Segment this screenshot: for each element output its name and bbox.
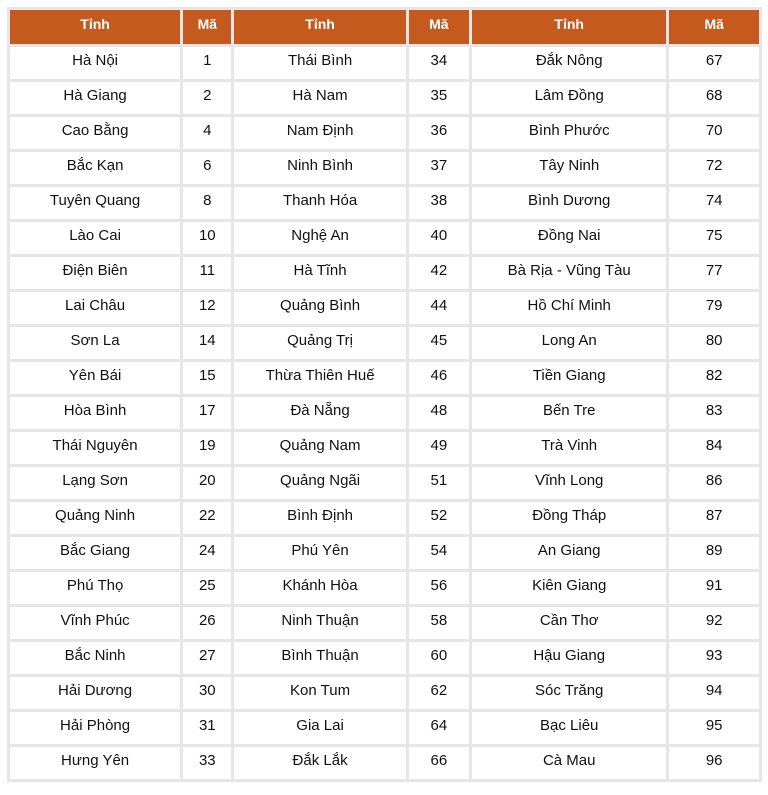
province-cell: Thái Bình (234, 47, 405, 79)
code-cell: 79 (669, 292, 759, 324)
code-cell: 75 (669, 222, 759, 254)
code-cell: 84 (669, 432, 759, 464)
table-row (10, 712, 759, 744)
table-row (10, 257, 759, 289)
code-cell: 92 (669, 607, 759, 639)
code-cell: 30 (183, 677, 231, 709)
table-row (10, 397, 759, 429)
header-province-2: Tỉnh (234, 10, 405, 44)
code-cell: 51 (409, 467, 469, 499)
code-cell: 74 (669, 187, 759, 219)
table-row (10, 327, 759, 359)
province-cell: Hưng Yên (10, 747, 180, 779)
code-cell: 6 (183, 152, 231, 184)
code-cell: 44 (409, 292, 469, 324)
province-cell: Điện Biên (10, 257, 180, 289)
province-cell: Gia Lai (234, 712, 405, 744)
province-cell: Sóc Trăng (472, 677, 666, 709)
code-cell: 80 (669, 327, 759, 359)
code-cell: 34 (409, 47, 469, 79)
code-cell: 68 (669, 82, 759, 114)
table-row (10, 117, 759, 149)
code-cell: 4 (183, 117, 231, 149)
code-cell: 12 (183, 292, 231, 324)
province-cell: Hà Nội (10, 47, 180, 79)
province-cell: Hà Giang (10, 82, 180, 114)
code-cell: 64 (409, 712, 469, 744)
province-cell: Sơn La (10, 327, 180, 359)
code-cell: 8 (183, 187, 231, 219)
province-cell: Nghệ An (234, 222, 405, 254)
table-row (10, 82, 759, 114)
province-cell: Bến Tre (472, 397, 666, 429)
code-cell: 1 (183, 47, 231, 79)
code-cell: 52 (409, 502, 469, 534)
code-cell: 26 (183, 607, 231, 639)
code-cell: 45 (409, 327, 469, 359)
table-row (10, 467, 759, 499)
code-cell: 33 (183, 747, 231, 779)
province-code-table-container (7, 7, 762, 782)
province-cell: Cà Mau (472, 747, 666, 779)
province-code-table (7, 7, 762, 782)
header-code-3: Mã (669, 10, 759, 44)
code-cell: 36 (409, 117, 469, 149)
province-cell: Phú Yên (234, 537, 405, 569)
code-cell: 82 (669, 362, 759, 394)
province-cell: An Giang (472, 537, 666, 569)
province-cell: Trà Vinh (472, 432, 666, 464)
header-code-2: Mã (409, 10, 469, 44)
code-cell: 96 (669, 747, 759, 779)
province-cell: Ninh Bình (234, 152, 405, 184)
code-cell: 38 (409, 187, 469, 219)
table-row (10, 292, 759, 324)
table-body (10, 47, 759, 779)
code-cell: 48 (409, 397, 469, 429)
province-cell: Bạc Liêu (472, 712, 666, 744)
code-cell: 89 (669, 537, 759, 569)
code-cell: 25 (183, 572, 231, 604)
code-cell: 95 (669, 712, 759, 744)
province-cell: Đắk Lắk (234, 747, 405, 779)
header-row (10, 10, 759, 44)
code-cell: 24 (183, 537, 231, 569)
province-cell: Bà Rịa - Vũng Tàu (472, 257, 666, 289)
province-cell: Lâm Đồng (472, 82, 666, 114)
province-cell: Lạng Sơn (10, 467, 180, 499)
code-cell: 35 (409, 82, 469, 114)
table-row (10, 362, 759, 394)
code-cell: 31 (183, 712, 231, 744)
province-cell: Tuyên Quang (10, 187, 180, 219)
province-cell: Hải Dương (10, 677, 180, 709)
province-cell: Bắc Kạn (10, 152, 180, 184)
table-row (10, 607, 759, 639)
table-row (10, 537, 759, 569)
code-cell: 86 (669, 467, 759, 499)
table-row (10, 432, 759, 464)
code-cell: 77 (669, 257, 759, 289)
code-cell: 37 (409, 152, 469, 184)
code-cell: 91 (669, 572, 759, 604)
province-cell: Bình Định (234, 502, 405, 534)
code-cell: 11 (183, 257, 231, 289)
province-cell: Hà Nam (234, 82, 405, 114)
province-cell: Lào Cai (10, 222, 180, 254)
province-cell: Bình Dương (472, 187, 666, 219)
province-cell: Đồng Tháp (472, 502, 666, 534)
province-cell: Hòa Bình (10, 397, 180, 429)
code-cell: 94 (669, 677, 759, 709)
province-cell: Phú Thọ (10, 572, 180, 604)
province-cell: Thanh Hóa (234, 187, 405, 219)
province-cell: Thái Nguyên (10, 432, 180, 464)
code-cell: 60 (409, 642, 469, 674)
table-row (10, 502, 759, 534)
province-cell: Quảng Nam (234, 432, 405, 464)
province-cell: Bình Thuận (234, 642, 405, 674)
province-cell: Bắc Ninh (10, 642, 180, 674)
province-cell: Bắc Giang (10, 537, 180, 569)
province-cell: Yên Bái (10, 362, 180, 394)
code-cell: 15 (183, 362, 231, 394)
code-cell: 66 (409, 747, 469, 779)
code-cell: 87 (669, 502, 759, 534)
code-cell: 20 (183, 467, 231, 499)
province-cell: Tây Ninh (472, 152, 666, 184)
table-row (10, 152, 759, 184)
code-cell: 70 (669, 117, 759, 149)
province-cell: Lai Châu (10, 292, 180, 324)
code-cell: 83 (669, 397, 759, 429)
province-cell: Hậu Giang (472, 642, 666, 674)
code-cell: 40 (409, 222, 469, 254)
province-cell: Long An (472, 327, 666, 359)
table-row (10, 572, 759, 604)
province-cell: Quảng Ninh (10, 502, 180, 534)
province-cell: Thừa Thiên Huế (234, 362, 405, 394)
table-row (10, 642, 759, 674)
code-cell: 10 (183, 222, 231, 254)
province-cell: Cao Bằng (10, 117, 180, 149)
code-cell: 14 (183, 327, 231, 359)
province-cell: Nam Định (234, 117, 405, 149)
table-row (10, 677, 759, 709)
code-cell: 62 (409, 677, 469, 709)
code-cell: 27 (183, 642, 231, 674)
code-cell: 19 (183, 432, 231, 464)
code-cell: 58 (409, 607, 469, 639)
province-cell: Vĩnh Phúc (10, 607, 180, 639)
province-cell: Đồng Nai (472, 222, 666, 254)
province-cell: Kon Tum (234, 677, 405, 709)
code-cell: 17 (183, 397, 231, 429)
table-row (10, 47, 759, 79)
table-row (10, 747, 759, 779)
table-row (10, 222, 759, 254)
header-province-3: Tỉnh (472, 10, 666, 44)
province-cell: Hồ Chí Minh (472, 292, 666, 324)
header-code-1: Mã (183, 10, 231, 44)
province-cell: Hà Tĩnh (234, 257, 405, 289)
province-cell: Đắk Nông (472, 47, 666, 79)
code-cell: 22 (183, 502, 231, 534)
code-cell: 46 (409, 362, 469, 394)
province-cell: Ninh Thuận (234, 607, 405, 639)
province-cell: Tiền Giang (472, 362, 666, 394)
code-cell: 42 (409, 257, 469, 289)
province-cell: Kiên Giang (472, 572, 666, 604)
province-cell: Quảng Bình (234, 292, 405, 324)
province-cell: Hải Phòng (10, 712, 180, 744)
code-cell: 93 (669, 642, 759, 674)
province-cell: Khánh Hòa (234, 572, 405, 604)
province-cell: Quảng Ngãi (234, 467, 405, 499)
province-cell: Quảng Trị (234, 327, 405, 359)
province-cell: Bình Phước (472, 117, 666, 149)
code-cell: 2 (183, 82, 231, 114)
header-province-1: Tỉnh (10, 10, 180, 44)
code-cell: 67 (669, 47, 759, 79)
code-cell: 72 (669, 152, 759, 184)
province-cell: Vĩnh Long (472, 467, 666, 499)
province-cell: Đà Nẵng (234, 397, 405, 429)
table-row (10, 187, 759, 219)
code-cell: 49 (409, 432, 469, 464)
code-cell: 54 (409, 537, 469, 569)
province-cell: Cần Thơ (472, 607, 666, 639)
code-cell: 56 (409, 572, 469, 604)
